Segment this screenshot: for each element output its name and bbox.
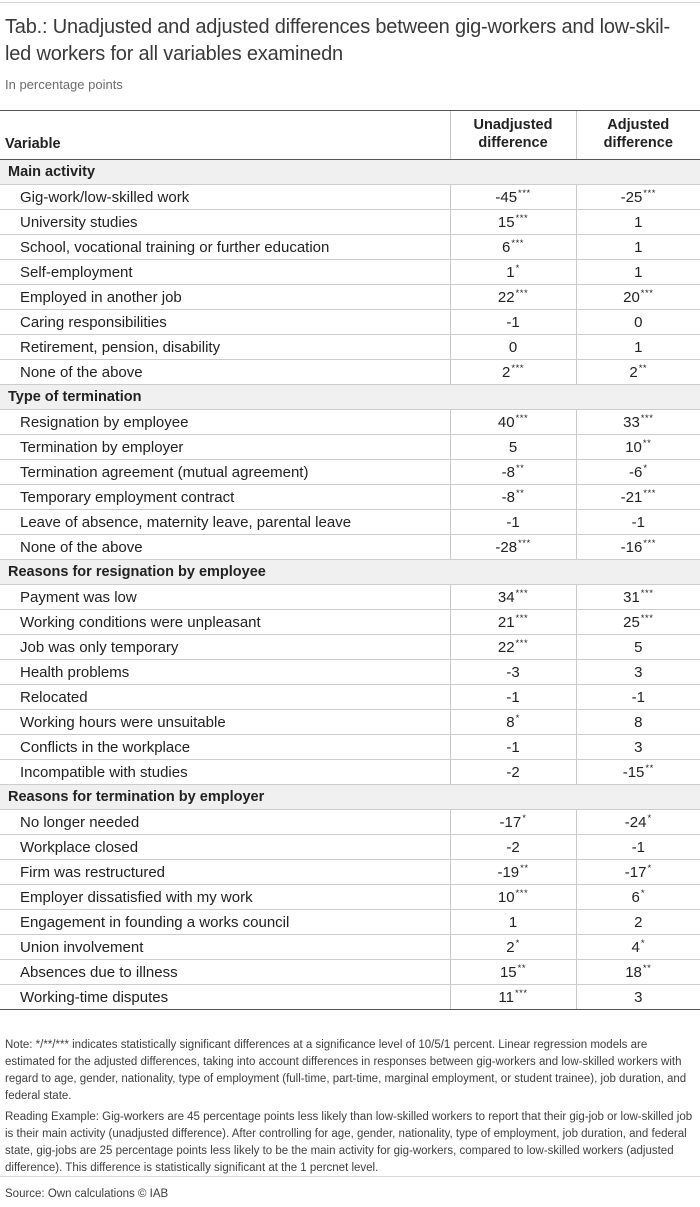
section-header-row	[0, 785, 700, 810]
significance-stars: ***	[643, 537, 656, 549]
row-label: None of the above	[0, 535, 450, 560]
difference-number: 1	[634, 263, 643, 281]
row-label: Working conditions were unpleasant	[0, 610, 450, 635]
row-label: None of the above	[0, 360, 450, 385]
table-row	[0, 910, 700, 935]
difference-number: 1	[634, 338, 643, 356]
adjusted-difference-value	[576, 835, 700, 860]
row-label: Working hours were unsuitable	[0, 710, 450, 735]
section-header-row	[0, 160, 700, 185]
difference-number: 18	[625, 963, 642, 981]
unadjusted-difference-value	[450, 510, 576, 535]
difference-number: 33	[623, 413, 640, 431]
difference-number: -1	[506, 313, 520, 331]
top-divider	[0, 2, 700, 3]
significance-stars: **	[645, 762, 654, 774]
difference-number: 8	[634, 713, 643, 731]
significance-stars: *	[522, 812, 527, 824]
adjusted-difference-value	[576, 885, 700, 910]
row-label: Resignation by employee	[0, 410, 450, 435]
difference-number: 10	[625, 438, 642, 456]
adjusted-difference-value	[576, 460, 700, 485]
difference-number: 2	[634, 913, 643, 931]
significance-stars: *	[647, 862, 652, 874]
difference-number: -21	[620, 488, 643, 506]
table-row	[0, 585, 700, 610]
difference-number: 0	[508, 338, 518, 356]
row-label: Conflicts in the workplace	[0, 735, 450, 760]
unadjusted-difference-value	[450, 185, 576, 210]
page-title-line2: led workers for all variables examinedn	[5, 43, 343, 65]
difference-number: -15	[622, 763, 645, 781]
table-row	[0, 535, 700, 560]
unadjusted-difference-value	[450, 685, 576, 710]
significance-stars: **	[517, 962, 527, 974]
difference-number: -17	[624, 863, 647, 881]
row-label: Incompatible with studies	[0, 760, 450, 785]
adjusted-difference-value	[576, 985, 700, 1010]
table-row	[0, 635, 700, 660]
difference-number: 8	[506, 713, 515, 731]
difference-number: 5	[508, 438, 518, 456]
significance-stars: ***	[518, 537, 531, 549]
unadjusted-difference-value	[450, 810, 576, 835]
difference-number: 40	[497, 413, 515, 431]
section-title: Reasons for resignation by employee	[0, 560, 700, 585]
unadjusted-difference-value	[450, 485, 576, 510]
table-row	[0, 985, 700, 1010]
adjusted-difference-value	[576, 185, 700, 210]
unadjusted-difference-value	[450, 460, 576, 485]
row-label: School, vocational training or further education	[0, 235, 450, 260]
significance-stars: **	[520, 862, 529, 874]
unadjusted-difference-value	[450, 960, 576, 985]
row-label: Leave of absence, maternity leave, parental leave	[0, 510, 450, 535]
significance-stars: ***	[640, 412, 654, 424]
table-row	[0, 685, 700, 710]
significance-stars: ***	[515, 412, 529, 424]
adjusted-difference-value	[576, 410, 700, 435]
column-header-variable: Variable	[0, 111, 450, 160]
difference-number: 5	[634, 638, 643, 656]
row-label: Job was only temporary	[0, 635, 450, 660]
adjusted-difference-value	[576, 510, 700, 535]
adjusted-difference-value	[576, 810, 700, 835]
difference-number: 0	[634, 313, 643, 331]
page-title	[0, 0, 700, 68]
difference-number: 2	[506, 938, 515, 956]
unadjusted-difference-value	[450, 660, 576, 685]
table-row	[0, 760, 700, 785]
significance-stars: ***	[514, 987, 528, 999]
table-row	[0, 360, 700, 385]
difference-number: -17	[499, 813, 522, 831]
difference-number: 6	[631, 888, 640, 906]
table-row	[0, 885, 700, 910]
unadjusted-difference-value	[450, 435, 576, 460]
row-label: Working-time disputes	[0, 985, 450, 1010]
significance-stars: ***	[640, 287, 654, 299]
significance-stars: **	[642, 437, 652, 449]
differences-table	[0, 110, 700, 1010]
row-label: Firm was restructured	[0, 860, 450, 885]
difference-number: 3	[634, 738, 643, 756]
significance-stars: ***	[643, 487, 656, 499]
section-title: Reasons for termination by employer	[0, 785, 700, 810]
difference-number: 4	[631, 938, 640, 956]
difference-number: 34	[497, 588, 515, 606]
adjusted-difference-value	[576, 910, 700, 935]
section-title: Main activity	[0, 160, 700, 185]
difference-number: -19	[497, 863, 520, 881]
adjusted-difference-value	[576, 735, 700, 760]
table-row	[0, 435, 700, 460]
row-label: Termination agreement (mutual agreement)	[0, 460, 450, 485]
difference-number: 22	[497, 638, 515, 656]
table-row	[0, 660, 700, 685]
unadjusted-difference-value	[450, 260, 576, 285]
difference-number: -1	[631, 838, 645, 856]
significance-stars: ***	[515, 612, 529, 624]
difference-number: 1	[634, 213, 643, 231]
significance-stars: *	[515, 262, 520, 274]
table-row	[0, 510, 700, 535]
row-label: Employed in another job	[0, 285, 450, 310]
table-row	[0, 235, 700, 260]
difference-number: 1	[508, 913, 518, 931]
significance-stars: ***	[515, 212, 529, 224]
table-row	[0, 485, 700, 510]
difference-number: 22	[497, 288, 515, 306]
adjusted-difference-value	[576, 485, 700, 510]
difference-number: -45	[495, 188, 518, 206]
unadjusted-difference-value	[450, 235, 576, 260]
significance-stars: ***	[518, 187, 531, 199]
footnotes	[0, 1037, 700, 1207]
table-row	[0, 185, 700, 210]
page-subtitle: In percentage points	[5, 77, 123, 92]
unadjusted-difference-value	[450, 885, 576, 910]
difference-number: -2	[506, 838, 520, 856]
significance-stars: **	[642, 962, 652, 974]
adjusted-difference-value	[576, 760, 700, 785]
row-label: Payment was low	[0, 585, 450, 610]
table-row	[0, 735, 700, 760]
adjusted-difference-value	[576, 335, 700, 360]
significance-stars: **	[638, 362, 648, 374]
difference-number: -16	[620, 538, 643, 556]
row-label: Caring responsibilities	[0, 310, 450, 335]
adjusted-difference-value	[576, 435, 700, 460]
unadjusted-difference-value	[450, 735, 576, 760]
row-label: Health problems	[0, 660, 450, 685]
difference-number: -1	[631, 513, 645, 531]
unadjusted-difference-value	[450, 860, 576, 885]
row-label: University studies	[0, 210, 450, 235]
table-row	[0, 960, 700, 985]
difference-number: 6	[502, 238, 511, 256]
difference-number: -3	[506, 663, 520, 681]
table-row	[0, 410, 700, 435]
column-header-adjusted-difference: Adjusted difference	[576, 111, 700, 160]
table-row	[0, 310, 700, 335]
unadjusted-difference-value	[450, 635, 576, 660]
table-row	[0, 285, 700, 310]
unadjusted-difference-value	[450, 410, 576, 435]
unadjusted-difference-value	[450, 585, 576, 610]
difference-number: 10	[497, 888, 515, 906]
adjusted-difference-value	[576, 860, 700, 885]
difference-number: 2	[502, 363, 511, 381]
unadjusted-difference-value	[450, 910, 576, 935]
adjusted-difference-value	[576, 935, 700, 960]
row-label: No longer needed	[0, 810, 450, 835]
unadjusted-difference-value	[450, 710, 576, 735]
adjusted-difference-value	[576, 710, 700, 735]
adjusted-difference-value	[576, 260, 700, 285]
significance-stars: *	[515, 937, 520, 949]
significance-stars: *	[647, 812, 652, 824]
adjusted-difference-value	[576, 685, 700, 710]
difference-number: -8	[501, 463, 515, 481]
row-label: Relocated	[0, 685, 450, 710]
difference-number: 11	[498, 988, 514, 1006]
significance-stars: ***	[643, 187, 656, 199]
adjusted-difference-value	[576, 960, 700, 985]
difference-number: 1	[506, 263, 515, 281]
significance-stars: ***	[515, 637, 529, 649]
significance-stars: *	[643, 462, 648, 474]
unadjusted-difference-value	[450, 760, 576, 785]
difference-number: -1	[506, 738, 520, 756]
unadjusted-difference-value	[450, 335, 576, 360]
unadjusted-difference-value	[450, 835, 576, 860]
table-row	[0, 610, 700, 635]
difference-number: -1	[506, 688, 520, 706]
page-title-line1: Tab.: Unadjusted and adjusted differences between gig-workers and low-skil-	[5, 16, 671, 38]
table-row	[0, 460, 700, 485]
unadjusted-difference-value	[450, 210, 576, 235]
significance-stars: ***	[511, 362, 524, 374]
difference-number: 31	[623, 588, 640, 606]
row-label: Self-employment	[0, 260, 450, 285]
difference-number: 15	[499, 963, 517, 981]
significance-stars: ***	[515, 287, 529, 299]
significance-stars: ***	[515, 887, 529, 899]
section-header-row	[0, 385, 700, 410]
table-row	[0, 810, 700, 835]
adjusted-difference-value	[576, 585, 700, 610]
significance-stars: ***	[640, 587, 654, 599]
difference-number: -2	[506, 763, 520, 781]
row-label: Union involvement	[0, 935, 450, 960]
significance-stars: ***	[640, 612, 654, 624]
section-header-row	[0, 560, 700, 585]
table-row	[0, 835, 700, 860]
difference-number: 20	[623, 288, 640, 306]
unadjusted-difference-value	[450, 285, 576, 310]
adjusted-difference-value	[576, 610, 700, 635]
significance-stars: **	[515, 487, 525, 499]
note-text: Note: */**/*** indicates statistically significant differences at a significance level of 10/5/1 percent. Linear regression models are estimated for the adjusted differences, taking into account differences in responses between gig-workers and low-skilled workers with regard to age, gender, nationality, type of employment (full-time, part-time, marginal employment, or student trainee), job duration, and federal state.	[5, 1039, 687, 1102]
unadjusted-difference-value	[450, 985, 576, 1010]
difference-number: 15	[497, 213, 515, 231]
column-header-unadjusted-difference: Unadjusted difference	[450, 111, 576, 160]
difference-number: 21	[497, 613, 515, 631]
difference-number: 25	[623, 613, 640, 631]
adjusted-difference-value	[576, 235, 700, 260]
column-header-row	[0, 111, 700, 160]
unadjusted-difference-value	[450, 535, 576, 560]
table-row	[0, 335, 700, 360]
table-row	[0, 710, 700, 735]
difference-number: 3	[634, 988, 643, 1006]
difference-number: -28	[495, 538, 518, 556]
significance-stars: ***	[515, 587, 529, 599]
unadjusted-difference-value	[450, 610, 576, 635]
difference-number: 1	[634, 238, 643, 256]
difference-number: -1	[506, 513, 520, 531]
row-label: Temporary employment contract	[0, 485, 450, 510]
difference-number: 3	[634, 663, 643, 681]
section-title: Type of termination	[0, 385, 700, 410]
bottom-divider	[0, 1176, 700, 1177]
table-row	[0, 260, 700, 285]
difference-number: -25	[620, 188, 643, 206]
difference-number: -8	[501, 488, 515, 506]
significance-stars: ***	[511, 237, 524, 249]
unadjusted-difference-value	[450, 360, 576, 385]
significance-stars: *	[640, 937, 646, 949]
adjusted-difference-value	[576, 210, 700, 235]
reading-example-text: Reading Example: Gig-workers are 45 percentage points less likely than low-skilled workers to report that their gig-job or low-skilled job is their main activity (unadjusted difference). After controlling for age, gender, nationality, type of employment, job duration, and federal state, gig-jobs are 25 percentage points less likely to be the main activity for gig-workers, compared to low-skilled workers (adjusted difference). This difference is statistically significant at the 1 percnet level.	[5, 1111, 693, 1174]
adjusted-difference-value	[576, 310, 700, 335]
difference-number: -6	[628, 463, 643, 481]
difference-number: -1	[631, 688, 645, 706]
significance-stars: **	[515, 462, 525, 474]
row-label: Workplace closed	[0, 835, 450, 860]
significance-stars: *	[640, 887, 646, 899]
table-row	[0, 935, 700, 960]
row-label: Gig-work/low-skilled work	[0, 185, 450, 210]
row-label: Employer dissatisfied with my work	[0, 885, 450, 910]
adjusted-difference-value	[576, 660, 700, 685]
table-row	[0, 210, 700, 235]
adjusted-difference-value	[576, 360, 700, 385]
row-label: Termination by employer	[0, 435, 450, 460]
difference-number: -24	[624, 813, 647, 831]
adjusted-difference-value	[576, 635, 700, 660]
unadjusted-difference-value	[450, 935, 576, 960]
table-row	[0, 860, 700, 885]
adjusted-difference-value	[576, 535, 700, 560]
row-label: Absences due to illness	[0, 960, 450, 985]
source-text: Source: Own calculations © IAB	[5, 1188, 169, 1200]
significance-stars: *	[515, 712, 520, 724]
difference-number: 2	[629, 363, 638, 381]
unadjusted-difference-value	[450, 310, 576, 335]
row-label: Engagement in founding a works council	[0, 910, 450, 935]
adjusted-difference-value	[576, 285, 700, 310]
row-label: Retirement, pension, disability	[0, 335, 450, 360]
